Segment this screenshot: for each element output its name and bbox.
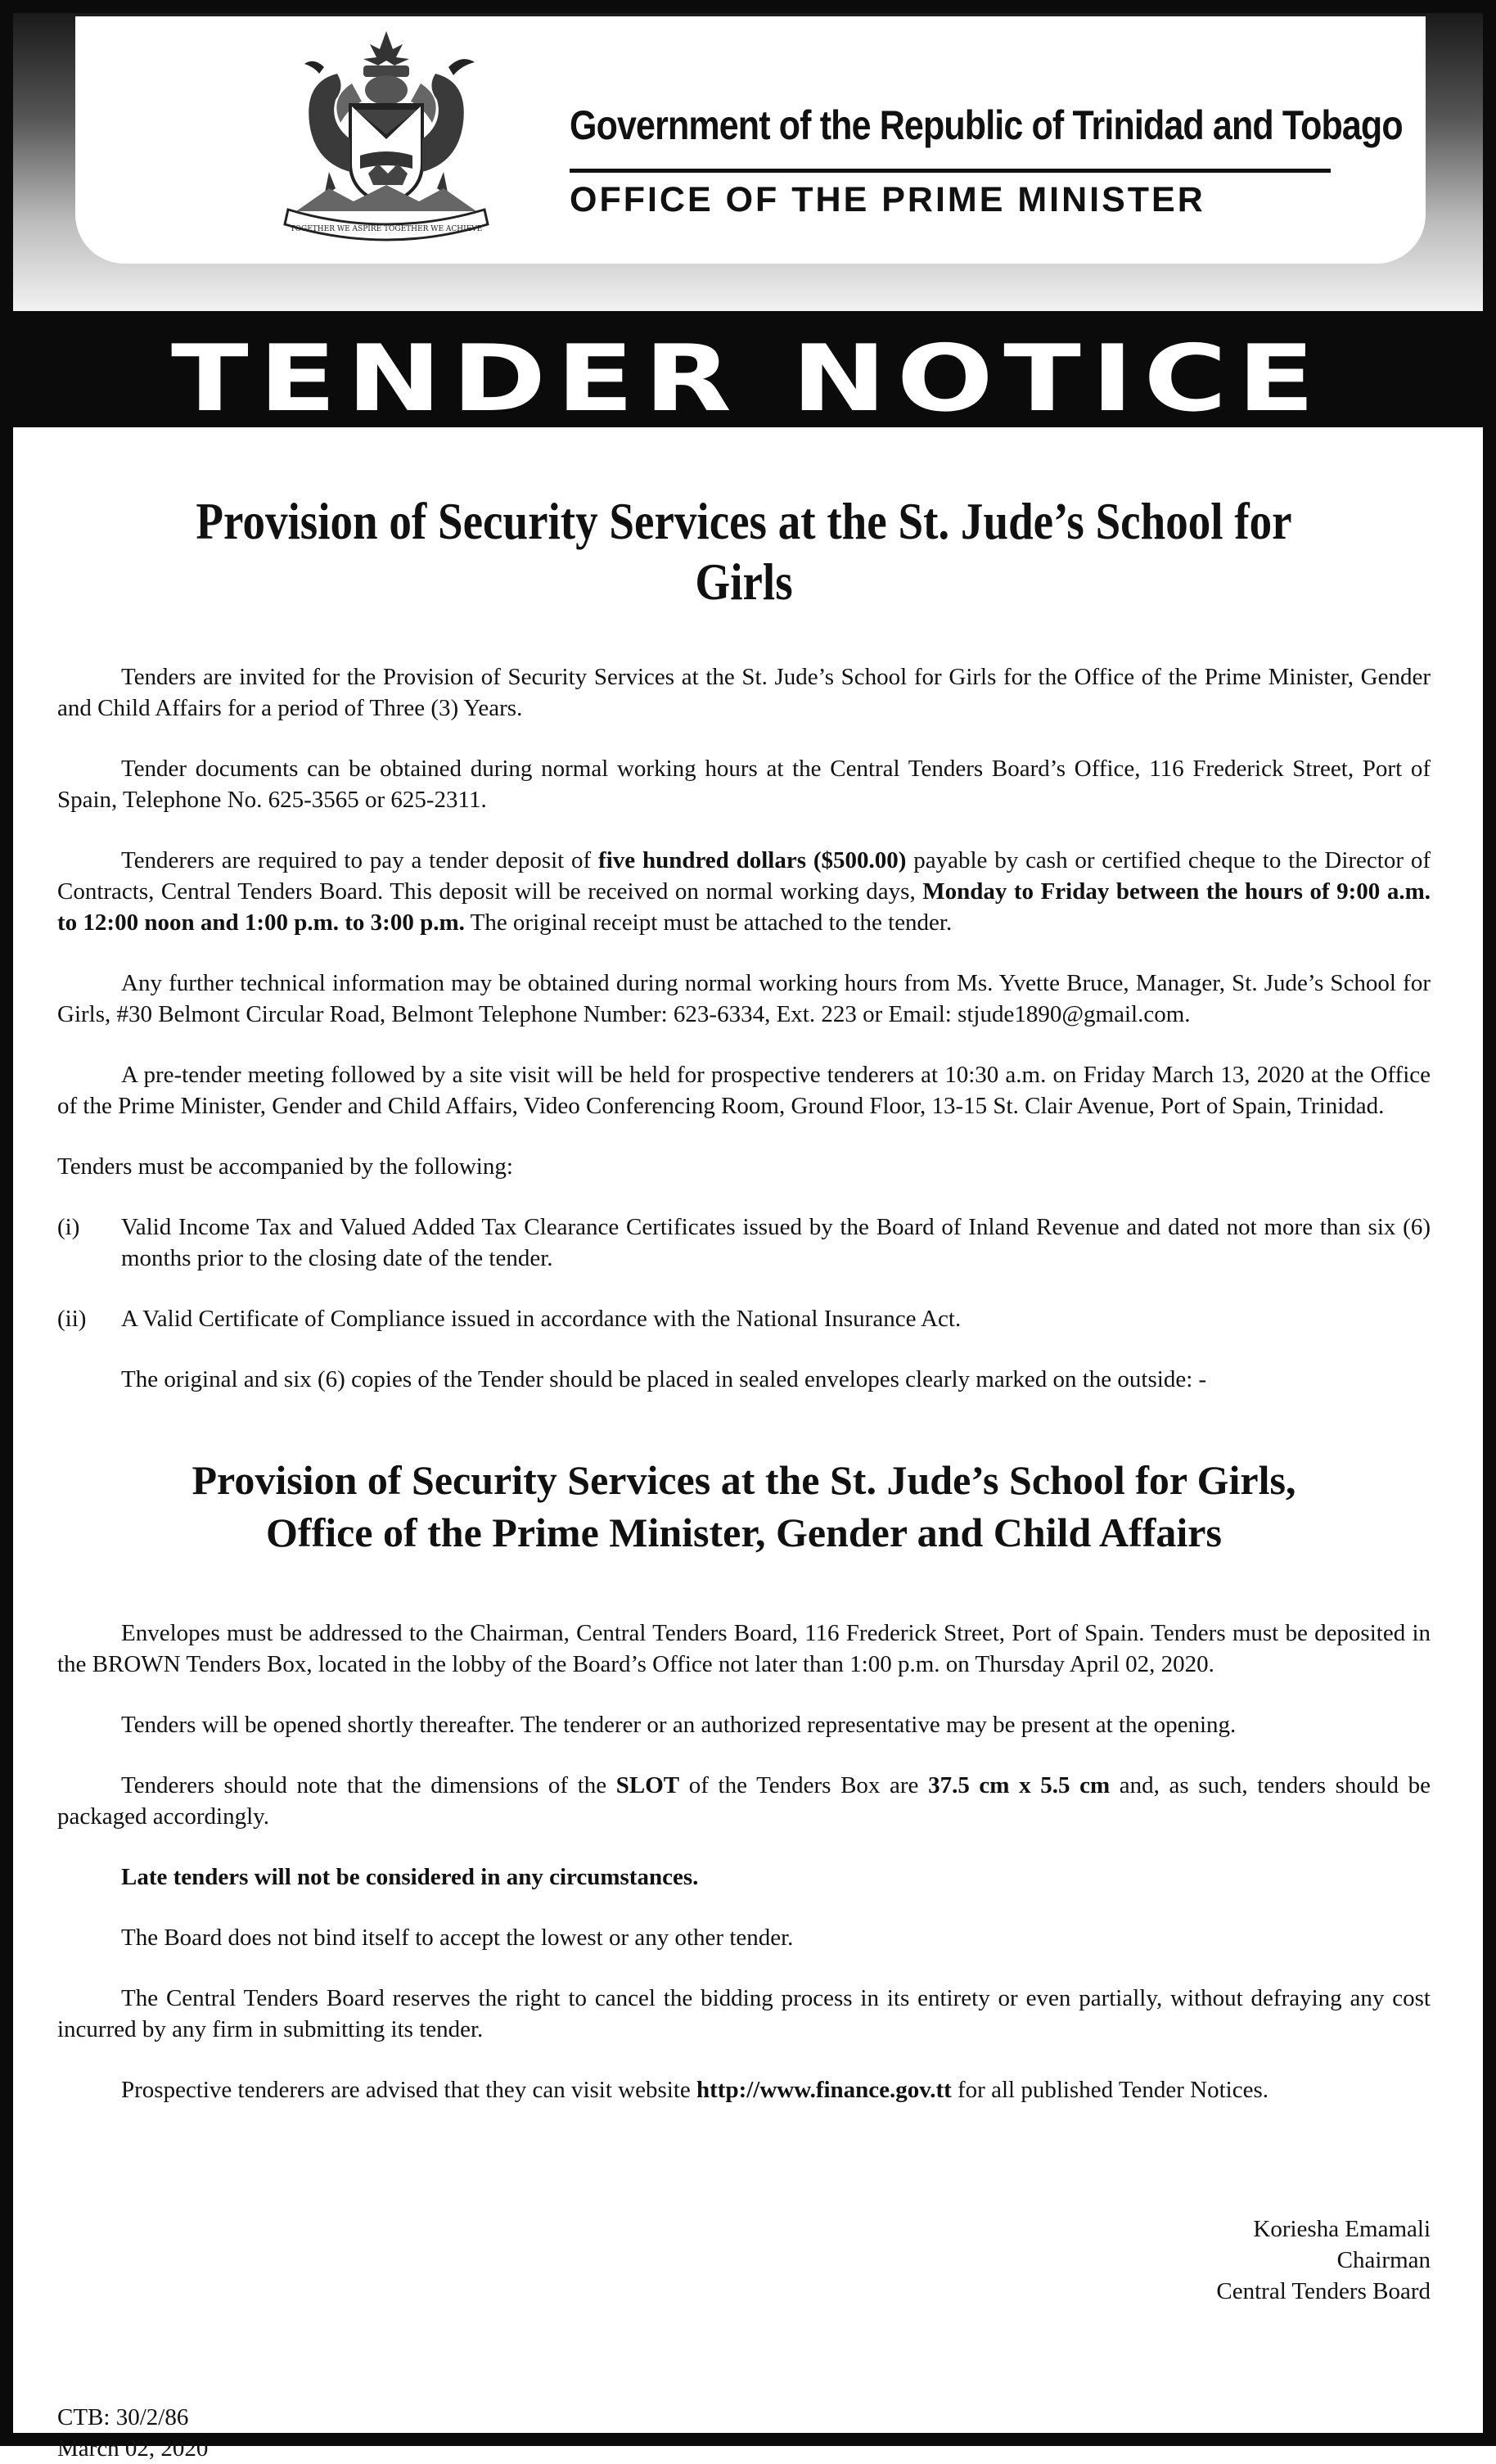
signatory-name: Koriesha Emamali xyxy=(1253,2216,1431,2242)
signature-block xyxy=(57,2214,1431,2307)
footer-reference xyxy=(57,2402,1431,2464)
paragraph-cancel-rights: The Central Tenders Board reserves the right to cancel the bidding process in its entirety or even partially, without defraying any cost incurred by any firm in submitting its tender. xyxy=(57,1985,1431,2042)
office-name: OFFICE OF THE PRIME MINISTER xyxy=(570,180,1205,219)
notice-title: Provision of Security Services at the St. Jude’s School for Girls xyxy=(196,492,1292,611)
envelope-marking-line-2: Office of the Prime Minister, Gender and Child Affairs xyxy=(266,1510,1222,1555)
slot-text-1: Tenderers should note that the dimensions of the xyxy=(121,1772,616,1798)
paragraph-late-tenders xyxy=(57,1862,1431,1893)
banner-title: TENDER NOTICE xyxy=(171,326,1325,432)
paragraph-website xyxy=(57,2074,1431,2105)
notice-date: March 02, 2020 xyxy=(57,2435,209,2462)
paragraph-envelopes: Envelopes must be addressed to the Chairman, Central Tenders Board, 116 Frederick Street, Port of Spain. Tenders must be deposited in the BROWN Tenders Box, located in the lobby of the Board’s Office not later than 1:00 p.m. on Thursday April 02, 2020. xyxy=(57,1620,1431,1677)
list-item-number: (ii) xyxy=(57,1306,87,1332)
coat-of-arms-icon xyxy=(272,25,501,246)
list-item xyxy=(57,1212,1431,1274)
signatory-title: Chairman xyxy=(1336,2247,1431,2273)
list-item-text: Valid Income Tax and Valued Added Tax Clearance Certificates issued by the Board of Inland Revenue and dated not more than six (6) months prior to the closing date of the tender. xyxy=(121,1214,1431,1271)
paragraph-requirements-intro: Tenders must be accompanied by the following: xyxy=(57,1153,513,1180)
government-name: Government of the Republic of Trinidad and Tobago xyxy=(570,102,1403,148)
deposit-text-1: Tenderers are required to pay a tender deposit of xyxy=(121,847,599,873)
reference-number: CTB: 30/2/86 xyxy=(57,2404,189,2430)
slot-text-3: and, as such, tenders should be packaged accordingly. xyxy=(57,1772,1431,1830)
paragraph-pre-tender-meeting: A pre-tender meeting followed by a site visit will be held for prospective tenderers at 10:30 a.m. on Friday March 13, 2020 at the Office of the Prime Minister, Gender and Child Affairs, Video Conferencing Room, Ground Floor, 13-15 St. Clair Avenue, Port of Spain, Trinidad. xyxy=(57,1062,1431,1119)
header-divider xyxy=(570,169,1331,173)
website-link[interactable]: http://www.finance.gov.tt xyxy=(696,2077,952,2103)
deposit-text-2: payable by cash or certified cheque to the Director of Contracts, Central Tenders Board. This deposit will be received on normal working days, xyxy=(57,847,1431,905)
paragraph-lowest-tender: The Board does not bind itself to accept the lowest or any other tender. xyxy=(121,1925,794,1951)
deposit-text-3: The original receipt must be attached to the tender. xyxy=(464,909,953,936)
website-text-1: Prospective tenderers are advised that they can visit website xyxy=(121,2077,697,2103)
website-text-2: for all published Tender Notices. xyxy=(951,2077,1268,2103)
paragraph-copies: The original and six (6) copies of the Tender should be placed in sealed envelopes clearly marked on the outside: - xyxy=(121,1366,1207,1392)
list-item xyxy=(57,1303,1431,1334)
envelope-marking-line-1: Provision of Security Services at the St. Jude’s School for Girls, xyxy=(192,1457,1296,1503)
notice-body xyxy=(57,458,1431,2464)
slot-size: 37.5 cm x 5.5 cm xyxy=(928,1772,1111,1798)
header-card xyxy=(75,16,1426,264)
svg-text:TOGETHER WE ASPIRE TOGETHER WE: TOGETHER WE ASPIRE TOGETHER WE ACHIEVE xyxy=(290,225,483,233)
deposit-amount: five hundred dollars ($500.00) xyxy=(598,847,907,873)
slot-label: SLOT xyxy=(615,1772,680,1798)
header xyxy=(13,13,1483,311)
list-item-text: A Valid Certificate of Compliance issued in accordance with the National Insurance Act. xyxy=(121,1306,962,1332)
envelope-marking-title xyxy=(57,1454,1431,1559)
deposit-hours: Monday to Friday between the hours of 9:00 a.m. to 12:00 noon and 1:00 p.m. to 3:00 p.m. xyxy=(57,878,1431,936)
signatory-org: Central Tenders Board xyxy=(1216,2278,1431,2304)
paragraph-slot-dimensions xyxy=(57,1770,1431,1832)
late-tenders-text: Late tenders will not be considered in any circumstances. xyxy=(121,1864,699,1890)
paragraph-deposit xyxy=(57,845,1431,938)
list-item-number: (i) xyxy=(57,1214,80,1240)
slot-text-2: of the Tenders Box are xyxy=(679,1772,929,1798)
paragraph-documents: Tender documents can be obtained during normal working hours at the Central Tenders Board’s Office, 116 Frederick Street, Port of Spain, Telephone No. 625-3565 or 625-2311. xyxy=(57,756,1431,813)
paragraph-technical-info: Any further technical information may be obtained during normal working hours from Ms. Yvette Bruce, Manager, St. Jude’s School for Girls, #30 Belmont Circular Road, Belmont Telephone Number: 623-6334, Ext. 223 or Email: stjude1890@gmail.com. xyxy=(57,970,1431,1027)
paragraph-invitation: Tenders are invited for the Provision of Security Services at the St. Jude’s School for Girls for the Office of the Prime Minister, Gender and Child Affairs for a period of Three (3) Years. xyxy=(57,664,1431,721)
tender-notice-banner xyxy=(13,311,1483,432)
paragraph-opening: Tenders will be opened shortly thereafter. The tenderer or an authorized representative may be present at the opening. xyxy=(121,1712,1237,1738)
